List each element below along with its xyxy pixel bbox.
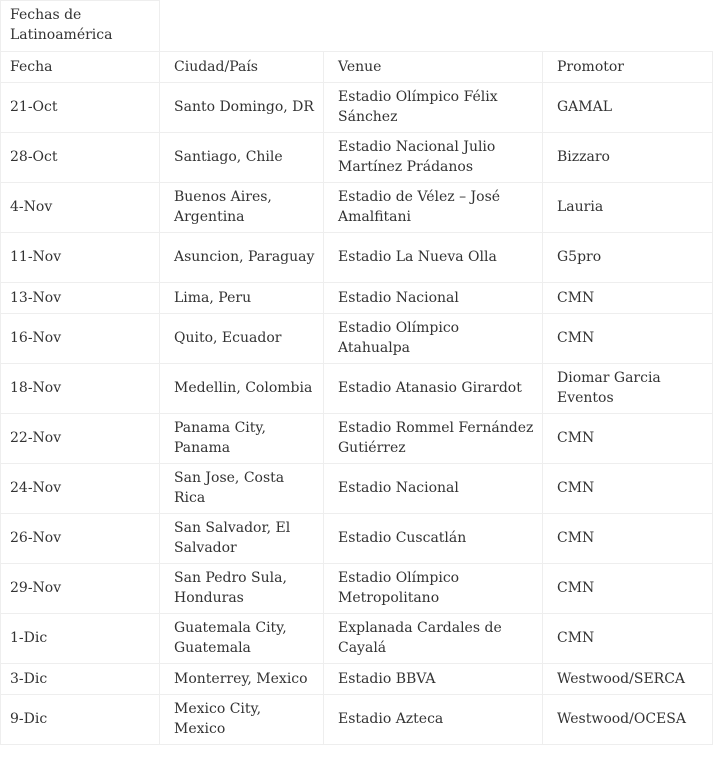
- promoter-cell: CMN: [543, 514, 713, 564]
- date-cell: 22-Nov: [1, 414, 160, 464]
- column-header-ciudad: Ciudad/País: [160, 52, 324, 83]
- date-cell: 1-Dic: [1, 614, 160, 664]
- table-row: [1, 183, 713, 233]
- city-cell: Mexico City, Mexico: [160, 695, 324, 745]
- table-row: [1, 83, 713, 133]
- city-cell: Panama City, Panama: [160, 414, 324, 464]
- promoter-cell: CMN: [543, 283, 713, 314]
- city-cell: Guatemala City, Guatemala: [160, 614, 324, 664]
- table-row: [1, 464, 713, 514]
- venue-cell: Estadio de Vélez – José Amalfitani: [324, 183, 543, 233]
- promoter-cell: GAMAL: [543, 83, 713, 133]
- table-row: [1, 664, 713, 695]
- venue-cell: Estadio Olímpico Metropolitano: [324, 564, 543, 614]
- table-row: [1, 695, 713, 745]
- promoter-cell: CMN: [543, 614, 713, 664]
- table-row: [1, 364, 713, 414]
- table-row: [1, 283, 713, 314]
- venue-cell: Estadio Nacional Julio Martínez Prádanos: [324, 133, 543, 183]
- venue-cell: Estadio Cuscatlán: [324, 514, 543, 564]
- table-row: [1, 314, 713, 364]
- table-row: [1, 564, 713, 614]
- table-row: [1, 414, 713, 464]
- venue-cell: Estadio Azteca: [324, 695, 543, 745]
- venue-cell: Estadio Olímpico Atahualpa: [324, 314, 543, 364]
- table-row: [1, 614, 713, 664]
- venue-cell: Estadio La Nueva Olla: [324, 233, 543, 283]
- venue-cell: Estadio Atanasio Girardot: [324, 364, 543, 414]
- title-spacer: [160, 1, 713, 52]
- venue-cell: Estadio BBVA: [324, 664, 543, 695]
- venue-cell: Estadio Rommel Fernández Gutiérrez: [324, 414, 543, 464]
- table-title-row: [1, 1, 713, 52]
- city-cell: Buenos Aires, Argentina: [160, 183, 324, 233]
- date-cell: 26-Nov: [1, 514, 160, 564]
- city-cell: Monterrey, Mexico: [160, 664, 324, 695]
- date-cell: 16-Nov: [1, 314, 160, 364]
- promoter-cell: Lauria: [543, 183, 713, 233]
- promoter-cell: Westwood/OCESA: [543, 695, 713, 745]
- city-cell: Santiago, Chile: [160, 133, 324, 183]
- column-header-fecha: Fecha: [1, 52, 160, 83]
- promoter-cell: Westwood/SERCA: [543, 664, 713, 695]
- promoter-cell: CMN: [543, 414, 713, 464]
- date-cell: 24-Nov: [1, 464, 160, 514]
- date-cell: 29-Nov: [1, 564, 160, 614]
- date-cell: 28-Oct: [1, 133, 160, 183]
- date-cell: 4-Nov: [1, 183, 160, 233]
- table-row: [1, 133, 713, 183]
- date-cell: 3-Dic: [1, 664, 160, 695]
- promoter-cell: CMN: [543, 464, 713, 514]
- table-row: [1, 514, 713, 564]
- venue-cell: Estadio Nacional: [324, 464, 543, 514]
- city-cell: Asuncion, Paraguay: [160, 233, 324, 283]
- venue-cell: Estadio Nacional: [324, 283, 543, 314]
- date-cell: 21-Oct: [1, 83, 160, 133]
- city-cell: Santo Domingo, DR: [160, 83, 324, 133]
- venue-cell: Estadio Olímpico Félix Sánchez: [324, 83, 543, 133]
- date-cell: 13-Nov: [1, 283, 160, 314]
- city-cell: San Jose, Costa Rica: [160, 464, 324, 514]
- city-cell: Quito, Ecuador: [160, 314, 324, 364]
- promoter-cell: CMN: [543, 314, 713, 364]
- city-cell: San Salvador, El Salvador: [160, 514, 324, 564]
- city-cell: Lima, Peru: [160, 283, 324, 314]
- date-cell: 9-Dic: [1, 695, 160, 745]
- venue-cell: Explanada Cardales de Cayalá: [324, 614, 543, 664]
- promoter-cell: Bizzaro: [543, 133, 713, 183]
- table-title: Fechas de Latinoamérica: [1, 1, 160, 52]
- column-header-promotor: Promotor: [543, 52, 713, 83]
- city-cell: Medellin, Colombia: [160, 364, 324, 414]
- date-cell: 18-Nov: [1, 364, 160, 414]
- promoter-cell: CMN: [543, 564, 713, 614]
- table-body: [1, 1, 713, 745]
- promoter-cell: G5pro: [543, 233, 713, 283]
- date-cell: 11-Nov: [1, 233, 160, 283]
- city-cell: San Pedro Sula, Honduras: [160, 564, 324, 614]
- table-row: [1, 233, 713, 283]
- promoter-cell: Diomar Garcia Eventos: [543, 364, 713, 414]
- table-header-row: [1, 52, 713, 83]
- column-header-venue: Venue: [324, 52, 543, 83]
